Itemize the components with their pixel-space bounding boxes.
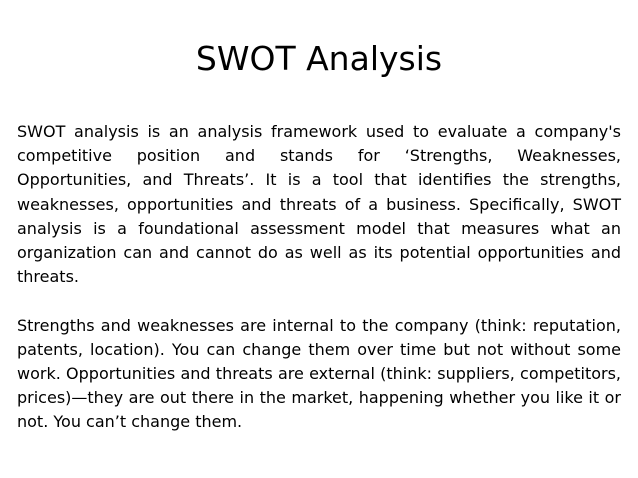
slide-body — [17, 120, 621, 435]
body-paragraph-1: SWOT analysis is an analysis framework used to evaluate a company's competitive position and stands for ‘Strengths, Weaknesses, Opportunities, and Threats’. It is a tool that identifies the strengths, weaknesses, opportunities and threats of a business. Specifically, SWOT analysis is a foundational assessment model that measures what an organization can and cannot do as well as its potential opportunities and threats. — [17, 122, 621, 287]
slide-title: SWOT Analysis — [195, 39, 443, 78]
body-paragraph-2: Strengths and weaknesses are internal to the company (think: reputation, patents, location). You can change them over time but not without some work. Opportunities and threats are external (think: suppliers, competitors, prices)—they are out there in the market, happening whether you like it or not. You can’t change them. — [17, 315, 621, 432]
